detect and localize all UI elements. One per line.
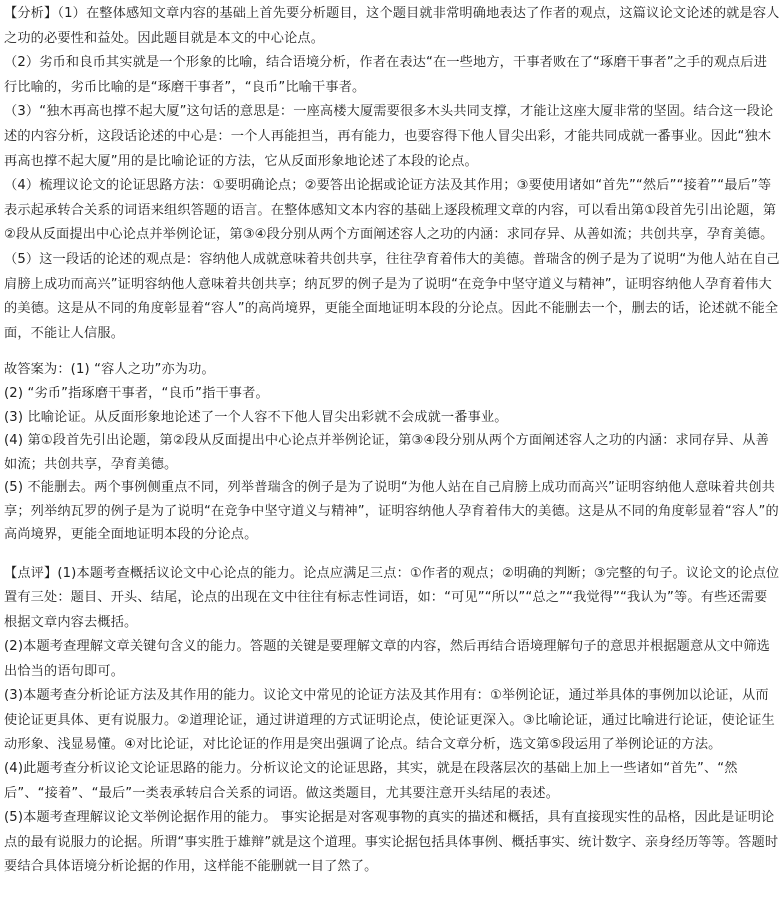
comment-paragraph-3: (3)本题考查分析论证方法及其作用的能力。议论文中常见的论证方法及其作用有：①举例论证，通过举具体的事例加以论证，从而使论证更具体、更有说服力。②道理论证，通过讲道理的方式证明论点，使论证更深入。③比喻论证，通过比喻进行论证，使论证生动形象、浅显易懂。④对比论证，对比论证的作用是突出强调了论点。结合文章分析，选文第⑤段运用了举例论证的方法。 xyxy=(4,688,775,752)
analysis-paragraph-1: 【分析】（1）在整体感知文章内容的基础上首先要分析题目，这个题目就非常明确地表达了作者的观点，这篇议论文论述的就是容人之功的必要性和益处。因此题目就是本文的中心论点。 xyxy=(4,6,780,46)
answer-line-5: (5) 不能删去。两个事例侧重点不同，列举普瑞含的例子是为了说明“为他人站在自己肩膀上成功而高兴”证明容纳他人意味着共创共享；列举纳瓦罗的例子是为了说明“在竞争中坚守道义与精神”，证明容纳他人孕育着伟大的美德。这是从不同的角度彰显着“容人”的高尚境界，更能全面地证明本段的分论点。 xyxy=(4,480,779,543)
analysis-paragraph-2: （2）劣币和良币其实就是一个形象的比喻，结合语境分析，作者在表达“在一些地方，干事者败在了“琢磨干事者”之手的观点后进行比喻的，劣币比喻的是“琢磨干事者”，“良币”比喻干事者。 xyxy=(4,55,768,95)
answer-line-4: (4) 第①段首先引出论题，第②段从反面提出中心论点并举例论证，第③④段分别从两个方面阐述容人之功的内涵：求同存异、从善如流；共创共享，孕育美德。 xyxy=(4,433,769,472)
analysis-paragraph-4: （4）梳理议论文的论证思路方法：①要明确论点；②要答出论据或论证方法及其作用；③要使用诸如“首先”“然后”“接着”“最后”等表示起承转合关系的词语来组织答题的语言。在整体感知文本内容的基础上逐段梳理文章的内容，可以看出第①段首先引出论题，第②段从反面提出中心论点并举例论证，第③④段分别从两个方面阐述容人之功的内涵：求同存异、从善如流；共创共享，孕育美德。 xyxy=(4,178,777,243)
comment-paragraph-1: 【点评】(1)本题考查概括议论文中心论点的能力。论点应满足三点：①作者的观点；②明确的判断；③完整的句子。议论文的论点位置有三处：题目、开头、结尾，论点的出现在文中往往有标志性词语，如：“可见”“所以”“总之”“我觉得”“我认为”等。有些还需要根据文章内容去概括。 xyxy=(4,566,780,630)
comment-paragraph-4: (4)此题考查分析议论文论证思路的能力。分析议论文的论证思路，其实，就是在段落层次的基础上加上一些诸如“首先”、“然后”、“接着”、“最后”一类表承转启合关系的词语。做这类题目，尤其要注意开头结尾的表述。 xyxy=(4,761,738,801)
analysis-section xyxy=(4,2,780,346)
comment-paragraph-2: (2)本题考查理解文章关键句含义的能力。答题的关键是要理解文章的内容，然后再结合语境理解句子的意思并根据题意从文中筛选出恰当的语句即可。 xyxy=(4,639,771,679)
comment-section xyxy=(4,562,780,879)
analysis-paragraph-5: （5）这一段话的论述的观点是：容纳他人成就意味着共创共享，往往孕育着伟大的美德。普瑞含的例子是为了说明“为他人站在自己肩膀上成功而高兴”证明容纳他人意味着共创共享；纳瓦罗的例子是为了说明“在竞争中坚守道义与精神”，证明容纳他人孕育着伟大的美德。这是从不同的角度彰显着“容人”的高尚境界，更能全面地证明本段的分论点。因此不能删去一个，删去的话，论述就不能全面，不能让人信服。 xyxy=(4,251,780,341)
answer-section xyxy=(4,358,780,547)
answer-line-2: (2) “劣币”指琢磨干事者，“良币”指干事者。 xyxy=(4,385,269,401)
comment-paragraph-5: (5)本题考查理解议论文举例论据作用的能力。 事实论据是对客观事物的真实的描述和概括，具有直接现实性的品格，因此是证明论点的最有说服力的论据。所谓“事实胜于雄辩”就是这个道理。事实论据包括具体事例、概括事实、统计数字、亲身经历等等。答题时要结合具体语境分析论据的作用，这样能不能删就一目了然了。 xyxy=(4,810,779,874)
answer-line-1: 故答案为：(1) “容人之功”亦为功。 xyxy=(4,362,215,378)
analysis-paragraph-3: （3）“独木再高也撑不起大厦”这句话的意思是：一座高楼大厦需要很多木头共同支撑，才能让这座大厦非常的坚固。结合这一段论述的内容分析，这段话论述的中心是：一个人再能担当，再有能力，也要容得下他人冒尖出彩，才能共同成就一番事业。因此“独木再高也撑不起大厦”用的是比喻论证的方法，它从反面形象地论述了本段的论点。 xyxy=(4,104,774,169)
answer-line-3: (3) 比喻论证。从反面形象地论述了一个人容不下他人冒尖出彩就不会成就一番事业。 xyxy=(4,409,508,425)
